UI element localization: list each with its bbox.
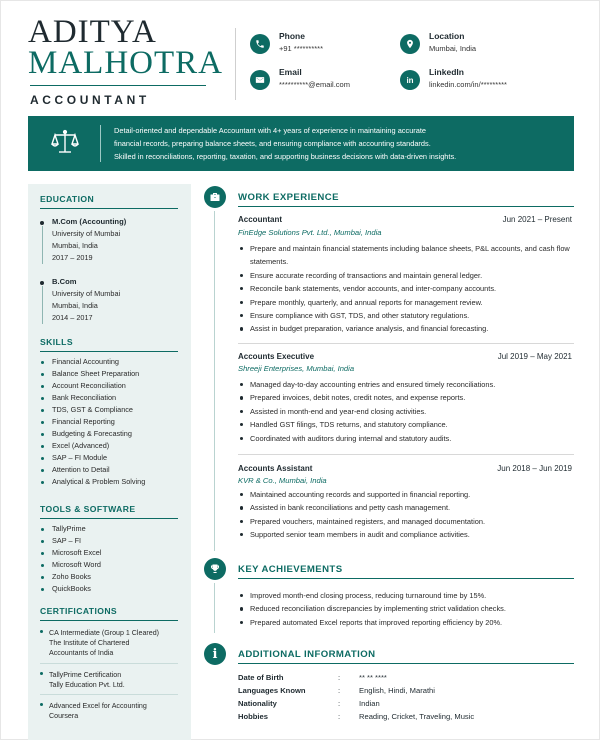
work-experience-heading: WORK EXPERIENCE [238, 192, 339, 203]
list-item: SAP – FI Module [40, 452, 145, 464]
certification-line: Accountants of India [49, 649, 114, 657]
info-value: ** ** **** [359, 673, 387, 682]
first-name: ADITYA [28, 14, 157, 50]
certification-text [49, 701, 179, 721]
timeline-line [42, 286, 43, 324]
envelope-icon [250, 70, 270, 90]
info-row [238, 699, 574, 711]
info-row [238, 712, 574, 724]
summary-text [114, 124, 564, 163]
section-rule [238, 663, 574, 664]
years: 2017 – 2019 [52, 253, 93, 262]
list-item: TallyPrime [40, 523, 101, 535]
banner-divider [100, 125, 101, 162]
skills-list [40, 356, 145, 488]
list-item: Maintained accounting records and supported in financial reporting. [238, 488, 574, 501]
list-item: Supported senior team members in audit and compliance activities. [238, 528, 574, 541]
bullet-dot [40, 703, 43, 706]
list-item: Managed day-to-day accounting entries and ensured timely reconciliations. [238, 378, 574, 391]
job-divider [238, 454, 574, 455]
info-key: Nationality [238, 699, 277, 708]
skills-heading: SKILLS [40, 337, 73, 347]
balance-scale-icon [50, 127, 80, 157]
education-heading: EDUCATION [40, 194, 95, 204]
achievements-heading: KEY ACHIEVEMENTS [238, 564, 343, 575]
info-value: Reading, Cricket, Traveling, Music [359, 712, 475, 721]
timeline-line [42, 226, 43, 264]
list-item: Coordinated with auditors during internal and statutory audits. [238, 432, 574, 445]
summary-line: Detail-oriented and dependable Accountant with 4+ years of experience in maintaining accurate [114, 126, 427, 135]
contact-label: Email [279, 67, 302, 77]
section-rule [238, 206, 574, 207]
list-item: Assisted in bank reconciliations and petty cash management. [238, 501, 574, 514]
certification-text [49, 670, 179, 690]
sidebar [28, 184, 191, 740]
bullet-dot [40, 672, 43, 675]
last-name: MALHOTRA [28, 45, 223, 81]
list-item: Prepared invoices, debit notes, credit notes, and expense reports. [238, 391, 574, 404]
list-item: Budgeting & Forecasting [40, 428, 145, 440]
list-item: Assisted in month-end and year-end closing activities. [238, 405, 574, 418]
list-item: Attention to Detail [40, 464, 145, 476]
job-divider [238, 343, 574, 344]
contact-email [250, 67, 350, 90]
briefcase-icon [204, 186, 226, 208]
info-colon: : [338, 673, 341, 682]
list-item: Prepare and maintain financial statements including balance sheets, P&L accounts, and cash flow statements. [238, 242, 574, 269]
job-dates: Jul 2019 – May 2021 [497, 352, 572, 361]
list-item: Financial Reporting [40, 416, 145, 428]
certification-line: Tally Education Pvt. Ltd. [49, 681, 125, 689]
list-item: Analytical & Problem Solving [40, 476, 145, 488]
job-dates: Jun 2018 – Jun 2019 [497, 464, 572, 473]
timeline-dot [40, 221, 44, 225]
school: University of Mumbai [52, 229, 121, 238]
list-item: Assist in budget preparation, variance analysis, and financial forecasting. [238, 322, 574, 335]
info-key: Hobbies [238, 712, 268, 721]
list-item: Ensure accurate recording of transactions and maintain general ledger. [238, 269, 574, 282]
certification-text [49, 628, 179, 658]
tools-heading: TOOLS & SOFTWARE [40, 504, 136, 514]
job-company: Shreeji Enterprises, Mumbai, India [238, 364, 355, 373]
list-item: Balance Sheet Preparation [40, 368, 145, 380]
list-item: Prepared vouchers, maintained registers, and managed documentation. [238, 515, 574, 528]
achievements-list [238, 589, 574, 629]
timeline-line [214, 211, 215, 551]
header-divider [235, 28, 236, 100]
list-item: SAP – FI [40, 535, 101, 547]
timeline-dot [40, 281, 44, 285]
certification-divider [40, 663, 178, 664]
info-key: Date of Birth [238, 673, 284, 682]
info-value: English, Hindi, Marathi [359, 686, 435, 695]
certification-line: Advanced Excel for Accounting [49, 702, 147, 710]
job-title: Accounts Executive [238, 352, 315, 361]
section-rule [40, 351, 178, 352]
section-rule [40, 620, 178, 621]
contact-label: Location [429, 31, 465, 41]
certifications-heading: CERTIFICATIONS [40, 606, 118, 616]
list-item: Handled GST filings, TDS returns, and statutory compliance. [238, 418, 574, 431]
list-item: Excel (Advanced) [40, 440, 145, 452]
summary-line: Skilled in reconciliations, reporting, taxation, and supporting business decisions with data-driven insights. [114, 152, 457, 161]
phone-icon [250, 34, 270, 54]
summary-banner [28, 116, 574, 171]
list-item: Prepared automated Excel reports that improved reporting efficiency by 20%. [238, 616, 574, 629]
list-item: Microsoft Excel [40, 547, 101, 559]
list-item: Prepare monthly, quarterly, and annual reports for management review. [238, 296, 574, 309]
list-item: Reconcile bank statements, vendor accounts, and inter-company accounts. [238, 282, 574, 295]
timeline-line [214, 583, 215, 633]
name-underline [30, 85, 206, 86]
info-value: Indian [359, 699, 380, 708]
list-item: Ensure compliance with GST, TDS, and other statutory regulations. [238, 309, 574, 322]
info-colon: : [338, 699, 341, 708]
certification-divider [40, 694, 178, 695]
list-item: Zoho Books [40, 571, 101, 583]
place: Mumbai, India [52, 241, 98, 250]
list-item: Microsoft Word [40, 559, 101, 571]
job-title-heading: ACCOUNTANT [30, 93, 150, 107]
certification-line: Coursera [49, 712, 79, 720]
additional-info-heading: ADDITIONAL INFORMATION [238, 649, 376, 660]
job-dates: Jun 2021 – Present [502, 215, 572, 224]
section-rule [40, 518, 178, 519]
info-row [238, 686, 574, 698]
list-item: Financial Accounting [40, 356, 145, 368]
list-item: Improved month-end closing process, reducing turnaround time by 15%. [238, 589, 574, 602]
job-title: Accountant [238, 215, 282, 224]
location-pin-icon [400, 34, 420, 54]
list-item: Account Reconciliation [40, 380, 145, 392]
contact-label: LinkedIn [429, 67, 464, 77]
job-bullets [238, 242, 574, 336]
contact-label: Phone [279, 31, 305, 41]
summary-line: financial records, preparing balance sheets, and ensuring compliance with accounting standards. [114, 139, 431, 148]
contact-value: linkedin.com/in/********* [429, 80, 507, 89]
tools-list [40, 523, 101, 595]
school: University of Mumbai [52, 289, 121, 298]
contact-phone [250, 31, 323, 54]
info-colon: : [338, 686, 341, 695]
contact-value: Mumbai, India [429, 44, 477, 53]
bullet-dot [40, 630, 43, 633]
degree: B.Com [52, 277, 77, 286]
contact-location [400, 31, 476, 54]
section-rule [238, 578, 574, 579]
certification-line: The Institute of Chartered [49, 639, 130, 647]
info-row [238, 673, 574, 685]
years: 2014 – 2017 [52, 313, 93, 322]
list-item: QuickBooks [40, 583, 101, 595]
certification-line: TallyPrime Certification [49, 671, 122, 679]
degree: M.Com (Accounting) [52, 217, 127, 226]
trophy-icon [204, 558, 226, 580]
section-rule [40, 208, 178, 209]
list-item: Reduced reconciliation discrepancies by implementing strict validation checks. [238, 602, 574, 615]
linkedin-icon: in [400, 70, 420, 90]
contact-linkedin [400, 67, 507, 90]
job-company: KVR & Co., Mumbai, India [238, 476, 327, 485]
certification-line: CA Intermediate (Group 1 Cleared) [49, 629, 160, 637]
contact-value: +91 ********** [279, 44, 323, 53]
info-icon: i [204, 643, 226, 665]
job-bullets [238, 488, 574, 542]
list-item: Bank Reconciliation [40, 392, 145, 404]
list-item: TDS, GST & Compliance [40, 404, 145, 416]
contact-value: **********@email.com [279, 80, 350, 89]
job-company: FinEdge Solutions Pvt. Ltd., Mumbai, India [238, 228, 382, 237]
place: Mumbai, India [52, 301, 98, 310]
job-bullets [238, 378, 574, 445]
info-key: Languages Known [238, 686, 306, 695]
job-title: Accounts Assistant [238, 464, 313, 473]
info-colon: : [338, 712, 341, 721]
